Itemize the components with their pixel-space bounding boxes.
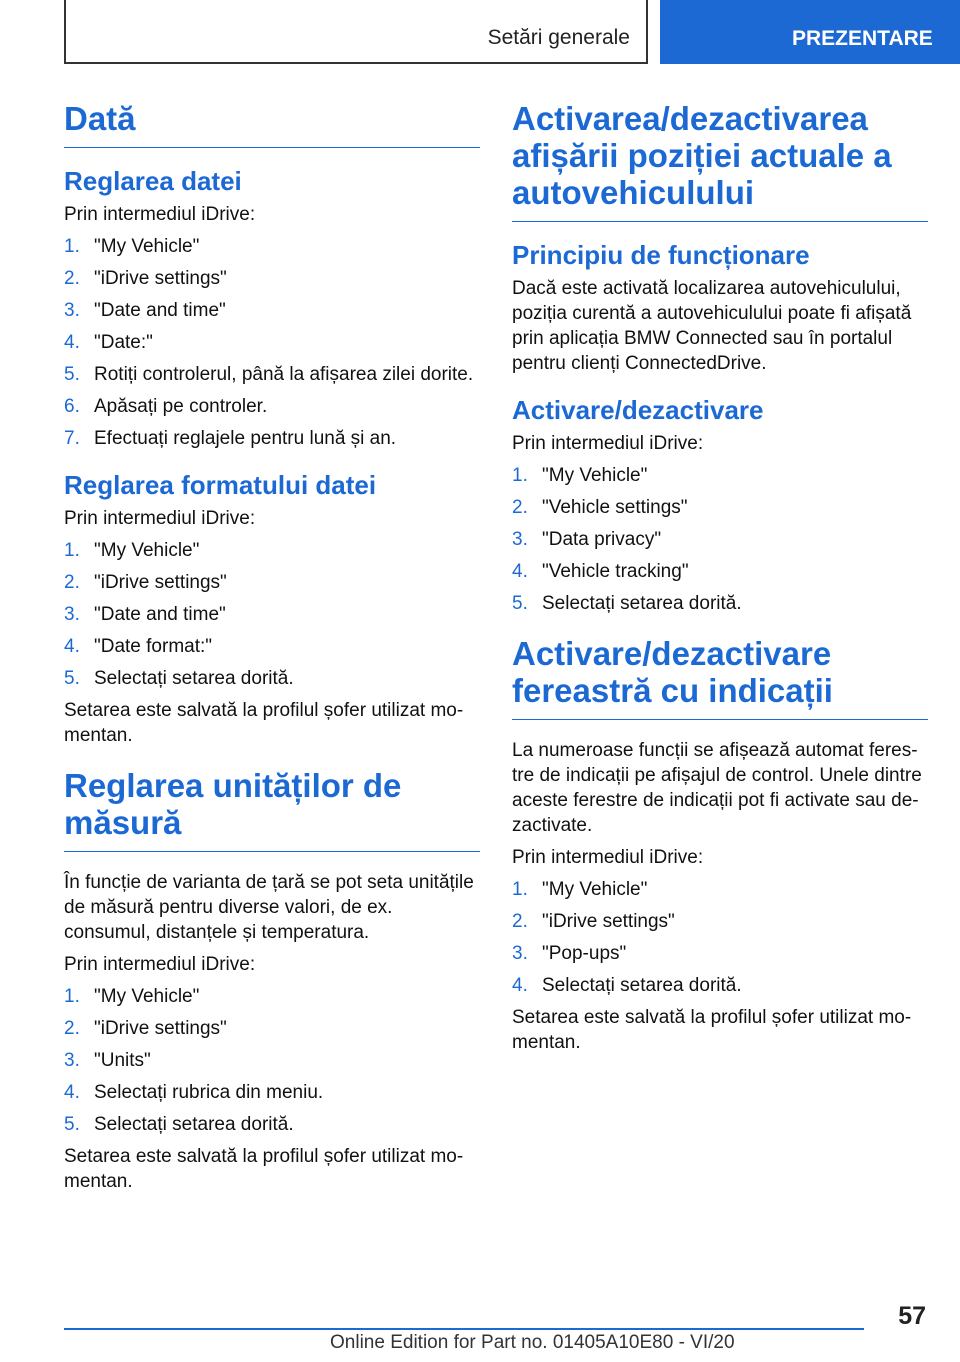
date-format-heading: Reglarea formatului datei (64, 470, 377, 500)
list-item: 2. "iDrive settings" (64, 572, 227, 593)
list-item: 4. "Date:" (64, 332, 153, 353)
units-steps (64, 984, 480, 1137)
list-item: 5. Rotiți controlerul, până la afișarea zilei dorite. (64, 364, 474, 385)
principle-text: Dacă este activată localizarea autovehiculului, poziția curentă a autovehiculului poate fi afișată prin aplicația BMW Connected sau în portalul pentru clienți ConnectedDrive. (512, 278, 912, 374)
date-format-note: Setarea este salvată la profilul șofer utilizat mo-mentan. (64, 700, 464, 746)
list-item: 4. Selectați rubrica din meniu. (64, 1082, 324, 1103)
popups-steps (512, 877, 928, 998)
list-item: 7. Efectuați reglajele pentru lună și an. (64, 428, 397, 449)
list-item: 1. "My Vehicle" (64, 986, 200, 1007)
list-item: 2. "Vehicle settings" (512, 497, 688, 518)
list-item: 5. Selectați setarea dorită. (512, 593, 742, 614)
list-item: 3. "Date and time" (64, 604, 226, 625)
list-item: 3. "Date and time" (64, 300, 226, 321)
header-chapter-tab[interactable]: PREZENTARE (660, 0, 960, 64)
list-item: 4. "Vehicle tracking" (512, 561, 689, 582)
date-format-steps (64, 538, 480, 691)
popups-description: La numeroase funcții se afișează automat feres-tre de indicații pe afișajul de control. Unele dintre aceste ferestre de indicații pot fi activate sau de-zactivate. (512, 740, 922, 836)
position-heading: Activarea/dezactivarea afișării poziției actuale a autovehiculului (512, 100, 928, 222)
units-note: Setarea este salvată la profilul șofer utilizat mo-mentan. (64, 1146, 464, 1192)
list-item: 4. "Date format:" (64, 636, 213, 657)
list-item: 3. "Data privacy" (512, 529, 662, 550)
date-format-intro: Prin intermediul iDrive: (64, 508, 256, 529)
footer-edition-text: Online Edition for Part no. 01405A10E80 - VI/20 (330, 1332, 735, 1353)
list-item: 1. "My Vehicle" (64, 236, 200, 257)
list-item: 1. "My Vehicle" (64, 540, 200, 561)
page-number: 57 (898, 1302, 926, 1330)
list-item: 2. "iDrive settings" (64, 268, 227, 289)
date-setting-steps (64, 234, 480, 451)
popups-note: Setarea este salvată la profilul șofer utilizat mo-mentan. (512, 1007, 912, 1053)
list-item: 3. "Pop-ups" (512, 943, 627, 964)
date-setting-heading: Reglarea datei (64, 166, 242, 196)
list-item: 1. "My Vehicle" (512, 879, 648, 900)
footer-divider (64, 1328, 864, 1330)
activation-intro: Prin intermediul iDrive: (512, 433, 704, 454)
list-item: 5. Selectați setarea dorită. (64, 668, 294, 689)
list-item: 2. "iDrive settings" (64, 1018, 227, 1039)
units-intro: Prin intermediul iDrive: (64, 954, 256, 975)
units-heading: Reglarea unităților de măsură (64, 767, 480, 852)
popups-heading: Activare/dezactivare fereastră cu indicații (512, 635, 928, 720)
popups-intro: Prin intermediul iDrive: (512, 847, 704, 868)
date-heading: Dată (64, 100, 480, 148)
list-item: 1. "My Vehicle" (512, 465, 648, 486)
activation-heading: Activare/dezactivare (512, 395, 764, 425)
header-section-title: Setări generale (487, 26, 630, 49)
list-item: 3. "Units" (64, 1050, 151, 1071)
activation-steps (512, 463, 928, 616)
principle-heading: Principiu de funcționare (512, 240, 810, 270)
list-item: 6. Apăsați pe controler. (64, 396, 268, 417)
list-item: 2. "iDrive settings" (512, 911, 675, 932)
date-setting-intro: Prin intermediul iDrive: (64, 204, 256, 225)
right-column (512, 100, 928, 1062)
list-item: 4. Selectați setarea dorită. (512, 975, 742, 996)
units-description: În funcție de varianta de țară se pot seta unitățile de măsură pentru diverse valori, de ex. consumul, distanțele și temperatura. (64, 872, 474, 943)
list-item: 5. Selectați setarea dorită. (64, 1114, 294, 1135)
left-column (64, 100, 480, 1201)
